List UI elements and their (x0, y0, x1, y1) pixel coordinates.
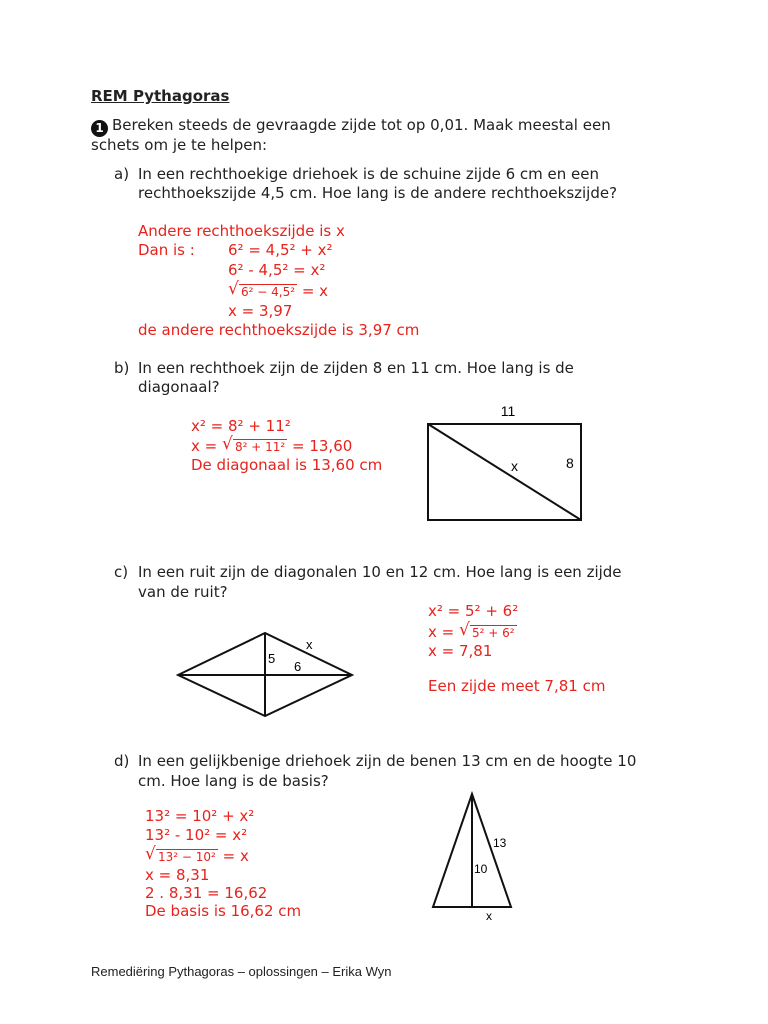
part-a-solution-3: 6² - 4,5² = x² (228, 261, 326, 279)
part-a-question-line-1: In een rechthoekige driehoek is de schuine zijde 6 cm en een (138, 165, 600, 183)
part-a-marker: a) (114, 165, 130, 183)
part-c-question-line-2: van de ruit? (138, 583, 228, 601)
intro-line-2: schets om je te helpen: (91, 136, 268, 154)
part-d-solution-3: √ 13² − 10² = x (145, 844, 249, 865)
part-a-solution-2-label: Dan is : (138, 241, 195, 259)
sqrt-radicand: 5² + 6² (472, 626, 515, 640)
exercise-number-badge: 1 (91, 120, 108, 137)
rhombus-half-vertical-label: 5 (268, 651, 276, 666)
part-a-question-line-2: rechthoekszijde 4,5 cm. Hoe lang is de andere rechthoekszijde? (138, 184, 618, 202)
footer-text: Remediëring Pythagoras – oplossingen – Erika Wyn (91, 964, 392, 979)
part-d-solution-1: 13² = 10² + x² (145, 807, 255, 825)
sqrt-radicand: 6² − 4,5² (241, 285, 296, 299)
part-c-question-line-1: In een ruit zijn de diagonalen 10 en 12 cm. Hoe lang is een zijde (138, 563, 622, 581)
part-b-solution-2: x = √ 8² + 11² = 13,60 (191, 434, 353, 455)
page-title: REM Pythagoras (91, 87, 230, 105)
part-b-question-line-2: diagonaal? (138, 378, 220, 396)
rhombus-diagram (172, 626, 358, 722)
sqrt-radicand: 8² + 11² (235, 440, 286, 454)
rhombus-half-horizontal-label: 6 (294, 659, 302, 674)
triangle-leg-label: 13 (493, 836, 507, 850)
part-b-conclusion: De diagonaal is 13,60 cm (191, 456, 383, 474)
triangle-base-label: x (486, 909, 492, 923)
rectangle-top-label: 11 (500, 403, 516, 419)
rhombus-side-label: x (306, 637, 313, 652)
part-c-solution-2: x = √ 5² + 6² (428, 620, 515, 641)
part-c-marker: c) (114, 563, 129, 581)
part-a-solution-5: x = 3,97 (228, 302, 293, 320)
part-d-conclusion: De basis is 16,62 cm (145, 902, 302, 920)
part-d-solution-5: 2 . 8,31 = 16,62 (145, 884, 268, 902)
rectangle-diagonal-label: x (511, 458, 518, 474)
part-a-solution-4: √ 6² − 4,5² = x (228, 279, 329, 300)
sqrt-radicand: 13² − 10² (158, 850, 216, 864)
part-d-solution-2: 13² - 10² = x² (145, 826, 248, 844)
exercise-intro (91, 115, 611, 137)
part-d-question-line-1: In een gelijkbenige driehoek zijn de benen 13 cm en de hoogte 10 (138, 752, 637, 770)
part-c-solution-1: x² = 5² + 6² (428, 602, 519, 620)
triangle-height-label: 10 (474, 862, 488, 876)
part-a-solution-1: Andere rechthoekszijde is x (138, 222, 345, 240)
part-b-marker: b) (114, 359, 130, 377)
part-d-solution-4: x = 8,31 (145, 866, 210, 884)
rectangle-diagram (415, 398, 625, 530)
part-d-question-line-2: cm. Hoe lang is de basis? (138, 772, 329, 790)
part-a-conclusion: de andere rechthoekszijde is 3,97 cm (138, 321, 420, 339)
part-b-question-line-1: In een rechthoek zijn de zijden 8 en 11 cm. Hoe lang is de (138, 359, 574, 377)
part-b-solution-1: x² = 8² + 11² (191, 417, 291, 435)
part-d-marker: d) (114, 752, 130, 770)
intro-line-1: Bereken steeds de gevraagde zijde tot op 0,01. Maak meestal een (112, 116, 611, 134)
part-a-solution-2-eq: 6² = 4,5² + x² (228, 241, 333, 259)
part-c-solution-3: x = 7,81 (428, 642, 493, 660)
rectangle-right-label: 8 (566, 455, 574, 471)
part-c-conclusion: Een zijde meet 7,81 cm (428, 677, 606, 695)
isosceles-triangle-diagram (425, 788, 525, 924)
